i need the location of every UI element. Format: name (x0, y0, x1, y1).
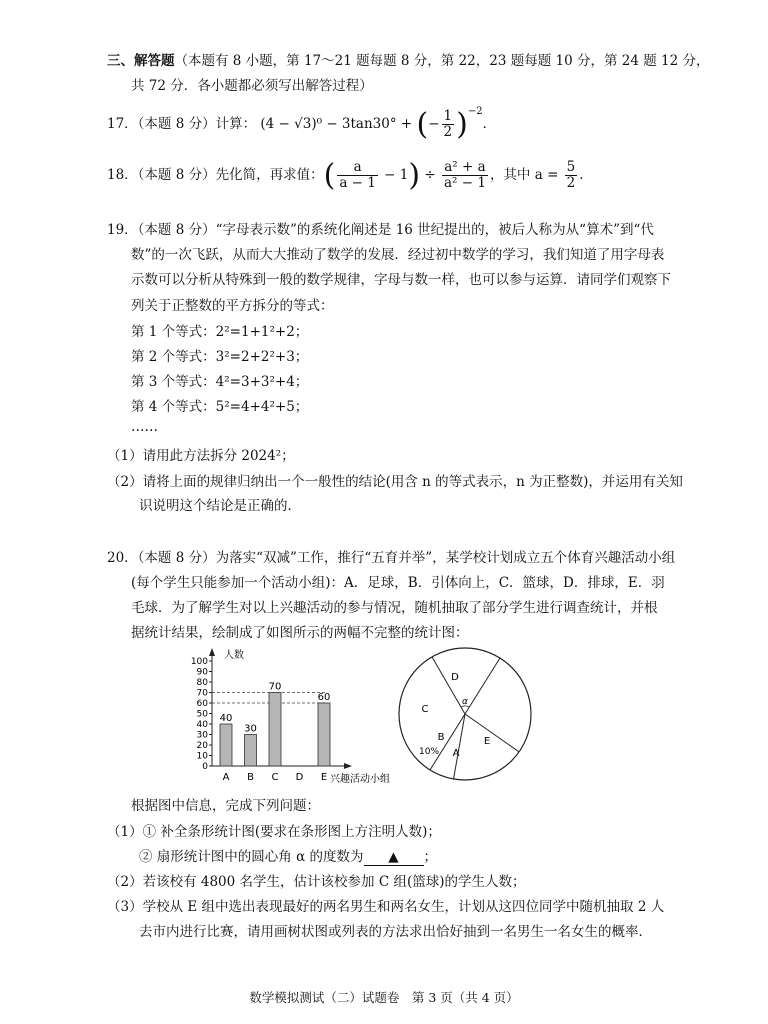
q20-after-chart: 根据图中信息，完成下列问题： (131, 798, 320, 814)
q19-equation-1: 第 1 个等式：2²=1+1²+2； (131, 324, 309, 340)
q19-equation-3: 第 3 个等式：4²=3+3²+4； (131, 374, 309, 390)
q20-sub-1b: ② 扇形统计图中的圆心角 α 的度数为 ▲ ； (139, 849, 437, 865)
pie-label-D: D (451, 672, 459, 683)
section-title: 三、解答题 (107, 53, 175, 69)
q20-line-3: 毛球．为了解学生对以上兴趣活动的参与情况，随机抽取了部分学生进行调查统计，并根 (131, 600, 658, 616)
y-tick-label: 70 (196, 688, 208, 699)
q19-ellipsis: …… (131, 419, 158, 435)
x-tick-label: E (320, 772, 328, 783)
bar-value-label: 30 (244, 723, 257, 735)
bar-value-label: 40 (219, 713, 233, 724)
q20-line-2: (每个学生只能参加一个活动小组)：A．足球，B．引体向上，C．篮球，D．排球，E．羽 (131, 575, 665, 591)
q19-sub-2: （2）请将上面的规律归纳出一个一般性的结论(用含 n 的等式表示，n 为正整数)，并运用有关知 (107, 474, 683, 490)
q17-prefix: 17．（本题 8 分）计算： (107, 116, 257, 132)
pie-label-B: B (437, 732, 445, 743)
q20-sub-1a: （1）① 补全条形统计图(要求在条形图上方注明人数)； (107, 824, 441, 840)
y-tick-label: 20 (196, 741, 208, 751)
answer-blank: ▲ (364, 849, 424, 866)
q17-neg: − (428, 116, 440, 132)
y-tick-label: 80 (196, 678, 208, 688)
q18-fraction-3: $\frac{5}{2}$ (566, 159, 576, 191)
q20-sub-3-cont: 去市内进行比赛，请用画树状图或列表的方法求出恰好抽到一名男生一名女生的概率． (139, 924, 652, 940)
pie-chart (393, 646, 543, 786)
q19-equation-4: 第 4 个等式：5²=4+4²+5； (131, 399, 309, 415)
x-tick-label: B (247, 772, 254, 783)
q17-fraction: $\frac{1}{2}$ (443, 108, 453, 140)
bar-A (220, 724, 232, 766)
y-tick-label: 40 (196, 720, 208, 730)
y-tick-label: 60 (196, 699, 208, 709)
pie-label-A: A (452, 748, 460, 759)
page-footer: 数学模拟测试（二）试题卷 第 3 页（共 4 页） (249, 990, 519, 1005)
q19-sub-2-cont: 识说明这个结论是正确的． (139, 498, 301, 514)
x-tick-label: A (222, 772, 230, 783)
q20-sub-3: （3）学校从 E 组中选出表现最好的两名男生和两名女生，计划从这四位同学中随机抽取 2 人 (107, 899, 665, 915)
q20-line-1: 20．（本题 8 分）为落实“双减”工作，推行“五育并举”，某学校计划成立五个体育兴趣活动小组 (107, 550, 676, 566)
q17-expression: (4 − √3)⁰ − 3tan30° + (260, 116, 417, 132)
y-tick-label: 90 (196, 667, 208, 678)
bar-value-label: 70 (268, 681, 282, 693)
bar-E (318, 703, 330, 766)
section-desc: （本题有 8 小题，第 17～21 题每题 8 分，第 22，23 题每题 10 分，第 24 题 12 分， (174, 53, 710, 69)
y-axis-label: 人数 (224, 650, 244, 661)
bar-B (245, 735, 257, 767)
pie-label-E: E (483, 736, 491, 747)
y-tick-label: 50 (196, 709, 208, 720)
pie-label-C: C (421, 704, 429, 715)
angle-label: α (462, 697, 468, 707)
q19-line-4: 列关于正整数的平方拆分的等式： (131, 298, 334, 314)
x-tick-label: C (271, 772, 279, 783)
question-17: 17．（本题 8 分）计算： (4 − √3)⁰ − 3tan30° + (− $\frac{1}{2}$ )$^{-2}$． (107, 106, 497, 142)
q20-sub-2: （2）若该校有 4800 名学生，估计该校参加 C 组(篮球)的学生人数； (107, 874, 526, 890)
x-axis-label: 兴趣活动小组 (330, 774, 390, 784)
y-axis-arrow (209, 648, 215, 656)
y-tick-label: 100 (190, 657, 208, 667)
q19-line-2: 数”的一次飞跃，从而大大推动了数学的发展．经过初中数学的学习，我们知道了用字母表 (131, 247, 665, 263)
bar-value-label: 60 (317, 692, 331, 703)
x-tick-label: D (295, 772, 304, 783)
y-tick-label: 0 (202, 762, 208, 772)
q18-fraction-2: $\frac{\text{a² + a}}{\text{a² − 1}}$ (443, 159, 486, 191)
section-header (107, 49, 710, 69)
q18-fraction-1: $\frac{a}{a - 1}$ (339, 159, 376, 191)
q19-equation-2: 第 2 个等式：3²=2+2²+3； (131, 349, 309, 365)
q17-exponent: −2 (467, 106, 483, 117)
q19-line-1: 19．（本题 8 分）“字母表示数”的系统化阐述是 16 世纪提出的，被后人称为从“算术”到“代 (107, 222, 654, 238)
section-desc-2: 共 72 分．各小题都必须写出解答过程） (131, 78, 373, 94)
y-tick-label: 30 (196, 730, 208, 741)
bar-C (269, 693, 281, 767)
q19-sub-1: （1）请用此方法拆分 2024²； (107, 448, 295, 464)
q18-prefix: 18．（本题 8 分）先化简，再求值： (107, 167, 324, 183)
x-axis-arrow (344, 763, 352, 769)
pie-percent-label: 10% (419, 747, 440, 757)
question-18: 18．（本题 8 分）先化简，再求值：( $\frac{a}{a - 1}$ − 1) ÷ $\frac{\text{a² + a}}{\text{a² − 1}}$ ，其中 a = $\frac{5}{2}$ ． (107, 158, 593, 193)
y-tick-label: 10 (196, 751, 208, 762)
q20-line-4: 据统计结果，绘制成了如图所示的两幅不完整的统计图： (131, 625, 469, 641)
q19-line-3: 示数可以分析从特殊到一般的数学规律，字母与数一样，也可以参与运算．请同学们观察下 (131, 272, 671, 288)
